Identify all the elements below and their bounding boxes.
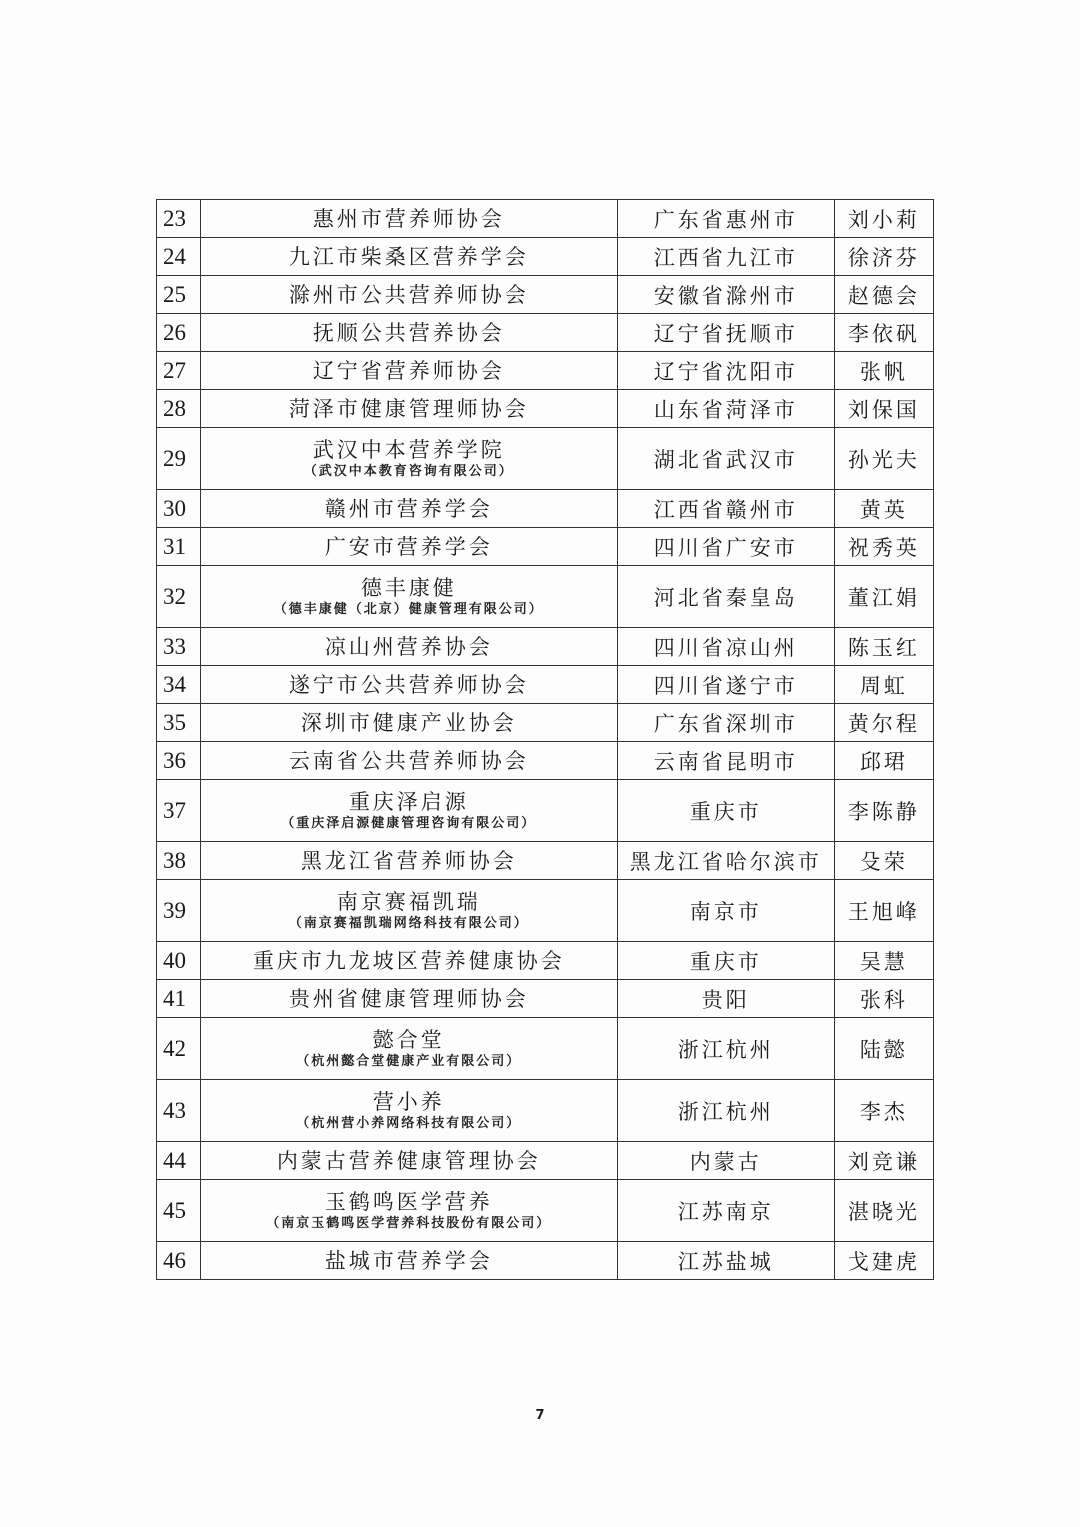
contact-cell: 黄尔程 (834, 704, 933, 742)
contact-cell: 陈玉红 (834, 628, 933, 666)
contact-cell: 周虹 (834, 666, 933, 704)
region-cell: 辽宁省抚顺市 (617, 314, 834, 352)
region-cell: 江西省赣州市 (617, 490, 834, 528)
region-cell: 黑龙江省哈尔滨市 (617, 842, 834, 880)
organization-name: 懿合堂 (372, 1027, 445, 1052)
organization-name: 内蒙古营养健康管理协会 (276, 1148, 541, 1173)
contact-cell: 李依矾 (834, 314, 933, 352)
row-number: 40 (157, 942, 201, 980)
organization-cell (201, 628, 618, 666)
region-cell: 辽宁省沈阳市 (617, 352, 834, 390)
organization-name: 遂宁市公共营养师协会 (288, 672, 529, 697)
table-row (157, 1180, 934, 1242)
table-row (157, 980, 934, 1018)
organization-name: 南京赛福凯瑞 (336, 889, 481, 914)
region-cell: 四川省遂宁市 (617, 666, 834, 704)
row-number: 43 (157, 1080, 201, 1142)
organization-company: （南京赛福凯瑞网络科技有限公司） (288, 915, 529, 931)
organization-cell (201, 980, 618, 1018)
contact-cell: 殳荣 (834, 842, 933, 880)
contact-cell: 李陈静 (834, 780, 933, 842)
organization-company: （重庆泽启源健康管理咨询有限公司） (281, 815, 537, 831)
table-row (157, 428, 934, 490)
region-cell: 云南省昆明市 (617, 742, 834, 780)
contact-cell: 董江娟 (834, 566, 933, 628)
contact-cell: 刘竞谦 (834, 1142, 933, 1180)
table-row (157, 704, 934, 742)
organization-company: （杭州懿合堂健康产业有限公司） (296, 1053, 522, 1069)
region-cell: 广东省惠州市 (617, 200, 834, 238)
row-number: 25 (157, 276, 201, 314)
organization-name: 滁州市公共营养师协会 (288, 282, 529, 307)
organization-name: 营小养 (372, 1089, 445, 1114)
table-row (157, 1080, 934, 1142)
row-number: 28 (157, 390, 201, 428)
region-cell: 山东省菏泽市 (617, 390, 834, 428)
table-row (157, 1142, 934, 1180)
table-row (157, 666, 934, 704)
contact-cell: 张帆 (834, 352, 933, 390)
organization-name: 辽宁省营养师协会 (312, 358, 505, 383)
page-number: 7 (535, 1408, 545, 1423)
row-number: 36 (157, 742, 201, 780)
organization-cell (201, 1142, 618, 1180)
contact-cell: 戈建虎 (834, 1242, 933, 1280)
region-cell: 浙江杭州 (617, 1018, 834, 1080)
region-cell: 四川省凉山州 (617, 628, 834, 666)
contact-cell: 黄英 (834, 490, 933, 528)
table-row (157, 352, 934, 390)
organization-cell (201, 566, 618, 628)
region-cell: 安徽省滁州市 (617, 276, 834, 314)
organization-name: 菏泽市健康管理师协会 (288, 396, 529, 421)
region-cell: 重庆市 (617, 780, 834, 842)
organization-name: 重庆市九龙坡区营养健康协会 (252, 948, 565, 973)
region-cell: 广东省深圳市 (617, 704, 834, 742)
organization-cell (201, 880, 618, 942)
contact-cell: 湛晓光 (834, 1180, 933, 1242)
row-number: 46 (157, 1242, 201, 1280)
row-number: 37 (157, 780, 201, 842)
table-row (157, 742, 934, 780)
organization-name: 广安市营养学会 (324, 534, 493, 559)
contact-cell: 徐济芬 (834, 238, 933, 276)
table-row (157, 880, 934, 942)
region-cell: 重庆市 (617, 942, 834, 980)
table-body (157, 200, 934, 1280)
contact-cell: 邱珺 (834, 742, 933, 780)
table-row (157, 1018, 934, 1080)
row-number: 41 (157, 980, 201, 1018)
table-row (157, 490, 934, 528)
row-number: 42 (157, 1018, 201, 1080)
organization-cell (201, 276, 618, 314)
organization-cell (201, 942, 618, 980)
row-number: 45 (157, 1180, 201, 1242)
organization-company: （南京玉鹤鸣医学营养科技股份有限公司） (266, 1215, 552, 1231)
table-row (157, 276, 934, 314)
organization-cell (201, 428, 618, 490)
row-number: 34 (157, 666, 201, 704)
organization-name: 德丰康健 (360, 575, 457, 600)
row-number: 27 (157, 352, 201, 390)
organization-cell (201, 314, 618, 352)
organization-name: 武汉中本营养学院 (312, 437, 505, 462)
organization-cell (201, 704, 618, 742)
organization-cell (201, 780, 618, 842)
table-row (157, 566, 934, 628)
organization-cell (201, 742, 618, 780)
table-row (157, 528, 934, 566)
organization-name: 凉山州营养协会 (324, 634, 493, 659)
organization-name: 重庆泽启源 (348, 789, 469, 814)
organization-cell (201, 1018, 618, 1080)
organization-name: 盐城市营养学会 (324, 1248, 493, 1273)
organization-company: （德丰康健（北京）健康管理有限公司） (273, 601, 544, 617)
region-cell: 四川省广安市 (617, 528, 834, 566)
organization-name: 贵州省健康管理师协会 (288, 986, 529, 1011)
organization-name: 黑龙江省营养师协会 (300, 848, 517, 873)
table-row (157, 942, 934, 980)
row-number: 39 (157, 880, 201, 942)
row-number: 44 (157, 1142, 201, 1180)
organization-name: 深圳市健康产业协会 (300, 710, 517, 735)
organization-table (156, 199, 934, 1280)
organization-cell (201, 1080, 618, 1142)
organization-cell (201, 1180, 618, 1242)
region-cell: 河北省秦皇岛 (617, 566, 834, 628)
contact-cell: 祝秀英 (834, 528, 933, 566)
contact-cell: 赵德会 (834, 276, 933, 314)
row-number: 23 (157, 200, 201, 238)
row-number: 30 (157, 490, 201, 528)
contact-cell: 陆懿 (834, 1018, 933, 1080)
row-number: 29 (157, 428, 201, 490)
region-cell: 贵阳 (617, 980, 834, 1018)
organization-name: 云南省公共营养师协会 (288, 748, 529, 773)
organization-cell (201, 200, 618, 238)
organization-cell (201, 842, 618, 880)
region-cell: 内蒙古 (617, 1142, 834, 1180)
contact-cell: 张科 (834, 980, 933, 1018)
region-cell: 南京市 (617, 880, 834, 942)
table-row (157, 628, 934, 666)
organization-name: 玉鹤鸣医学营养 (324, 1189, 493, 1214)
row-number: 38 (157, 842, 201, 880)
organization-cell (201, 1242, 618, 1280)
organization-cell (201, 238, 618, 276)
organization-company: （武汉中本教育咨询有限公司） (303, 463, 514, 479)
contact-cell: 刘保国 (834, 390, 933, 428)
contact-cell: 吴慧 (834, 942, 933, 980)
row-number: 32 (157, 566, 201, 628)
row-number: 31 (157, 528, 201, 566)
organization-name: 抚顺公共营养协会 (312, 320, 505, 345)
organization-cell (201, 390, 618, 428)
organization-name: 惠州市营养师协会 (312, 206, 505, 231)
organization-name: 赣州市营养学会 (324, 496, 493, 521)
contact-cell: 王旭峰 (834, 880, 933, 942)
row-number: 35 (157, 704, 201, 742)
contact-cell: 刘小莉 (834, 200, 933, 238)
organization-name: 九江市柴桑区营养学会 (288, 244, 529, 269)
organization-cell (201, 490, 618, 528)
table-row (157, 200, 934, 238)
table-row (157, 314, 934, 352)
region-cell: 江苏南京 (617, 1180, 834, 1242)
table-row (157, 780, 934, 842)
contact-cell: 孙光夫 (834, 428, 933, 490)
row-number: 24 (157, 238, 201, 276)
region-cell: 江苏盐城 (617, 1242, 834, 1280)
table-row (157, 842, 934, 880)
table-row (157, 1242, 934, 1280)
region-cell: 江西省九江市 (617, 238, 834, 276)
table-row (157, 390, 934, 428)
organization-company: （杭州营小养网络科技有限公司） (296, 1115, 522, 1131)
row-number: 33 (157, 628, 201, 666)
organization-cell (201, 528, 618, 566)
region-cell: 浙江杭州 (617, 1080, 834, 1142)
contact-cell: 李杰 (834, 1080, 933, 1142)
organization-cell (201, 352, 618, 390)
table-row (157, 238, 934, 276)
organization-cell (201, 666, 618, 704)
row-number: 26 (157, 314, 201, 352)
region-cell: 湖北省武汉市 (617, 428, 834, 490)
